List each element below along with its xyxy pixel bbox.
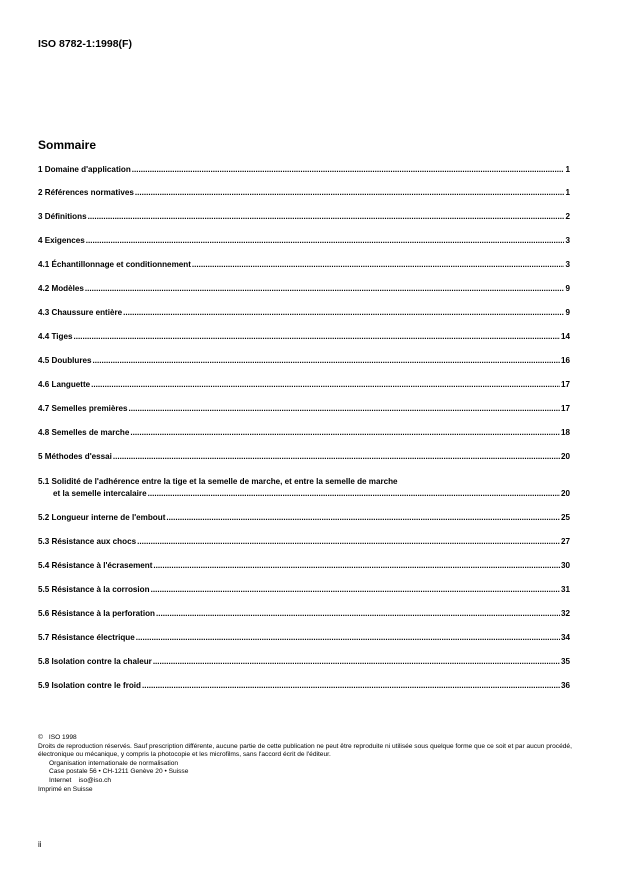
toc-leader-dots <box>86 236 565 246</box>
toc-leader-dots <box>91 380 560 390</box>
toc-entry-page: 14 <box>560 332 570 341</box>
toc-leader-dots <box>153 657 560 667</box>
toc-entry-label: 5.5 Résistance à la corrosion <box>38 585 150 594</box>
rights-statement: Droits de reproduction réservés. Sauf prescription différente, aucune partie de cette publication ne peut être reproduite ni utilisée sous quelque forme que ce soit et par aucun procédé, électronique ou mécanique, y compris la photocopie et les microfilms, sans l'accord écrit de l'éditeur. <box>38 742 572 759</box>
copyright-block <box>38 734 578 794</box>
toc-entry-page: 32 <box>560 609 570 618</box>
toc-entry-page: 34 <box>560 633 570 642</box>
toc-entry-label: 5.4 Résistance à l'écrasement <box>38 561 153 570</box>
toc-entry-label: 5.3 Résistance aux chocs <box>38 537 137 546</box>
toc-entry[interactable] <box>38 236 570 246</box>
toc-entry-page: 1 <box>565 188 570 197</box>
toc-entry-label: 2 Références normatives <box>38 188 134 197</box>
toc-entry-label-continued: et la semelle intercalaire <box>53 489 147 498</box>
toc-leader-dots <box>130 428 560 438</box>
toc-entry[interactable] <box>38 380 570 390</box>
toc-leader-dots <box>137 537 560 547</box>
toc-entry-label: 4.6 Languette <box>38 380 91 389</box>
toc-entry-first-line[interactable]: 5.1 Solidité de l'adhérence entre la tige et la semelle de marche, et entre la semelle de marche <box>38 477 398 486</box>
internet-label: Internet <box>49 776 72 784</box>
toc-entry[interactable] <box>38 657 570 667</box>
toc-entry[interactable] <box>38 609 570 619</box>
toc-entry[interactable] <box>38 332 570 342</box>
toc-entry-page: 35 <box>560 657 570 666</box>
toc-entry-label: 4.1 Échantillonnage et conditionnement <box>38 260 191 269</box>
toc-entry[interactable] <box>38 404 570 414</box>
toc-leader-dots <box>148 489 560 499</box>
toc-leader-dots <box>153 561 560 571</box>
toc-leader-dots <box>192 260 565 270</box>
toc-title: Sommaire <box>38 138 97 152</box>
toc-entry[interactable] <box>38 165 570 175</box>
toc-leader-dots <box>166 513 560 523</box>
toc-entry-page: 3 <box>565 236 570 245</box>
toc-leader-dots <box>136 633 560 643</box>
postal-address: Case postale 56 • CH-1211 Genève 20 • Suisse <box>49 768 189 776</box>
toc-entry-page: 20 <box>560 452 570 461</box>
toc-entry-label: 5.2 Longueur interne de l'embout <box>38 513 166 522</box>
toc-entry-page: 30 <box>560 561 570 570</box>
toc-entry[interactable] <box>38 633 570 643</box>
copyright-symbol: © <box>38 734 43 741</box>
toc-entry-page: 27 <box>560 537 570 546</box>
printed-in: Imprimé en Suisse <box>38 785 93 793</box>
toc-entry-page: 17 <box>560 404 570 413</box>
toc-entry-label: 1 Domaine d'application <box>38 165 131 174</box>
toc-entry-page: 3 <box>565 260 570 269</box>
toc-entry-page: 17 <box>560 380 570 389</box>
toc-entry-page: 31 <box>560 585 570 594</box>
toc-entry-page: 9 <box>565 284 570 293</box>
toc-leader-dots <box>85 284 565 294</box>
toc-entry[interactable] <box>38 260 570 270</box>
toc-entry-label: 5 Méthodes d'essai <box>38 452 112 461</box>
toc-entry-page: 16 <box>560 356 570 365</box>
toc-entry-label: 5.8 Isolation contre la chaleur <box>38 657 152 666</box>
toc-leader-dots <box>113 452 560 462</box>
toc-entry[interactable] <box>38 452 570 462</box>
toc-entry[interactable] <box>38 188 570 198</box>
internet-line <box>38 777 578 786</box>
toc-entry-page: 2 <box>565 212 570 221</box>
copyright-line <box>38 734 578 743</box>
internet-email[interactable]: iso@iso.ch <box>78 776 112 784</box>
toc-entry[interactable] <box>38 308 570 318</box>
toc-leader-dots <box>123 308 564 318</box>
toc-entry[interactable] <box>38 585 570 595</box>
toc-entry-label: 4.4 Tiges <box>38 332 73 341</box>
toc-leader-dots <box>135 188 565 198</box>
toc-entry[interactable] <box>38 561 570 571</box>
toc-entry-label: 4.8 Semelles de marche <box>38 428 130 437</box>
toc-entry-label: 5.6 Résistance à la perforation <box>38 609 155 618</box>
toc-entry-label: 4.2 Modèles <box>38 284 84 293</box>
copyright-text: ISO 1998 <box>48 734 77 741</box>
toc-leader-dots <box>132 165 565 175</box>
toc-entry-page: 36 <box>560 681 570 690</box>
toc-entry-label: 4 Exigences <box>38 236 85 245</box>
toc-entry-label: 3 Définitions <box>38 212 87 221</box>
toc-entry-page: 25 <box>560 513 570 522</box>
toc-entry-label: 4.5 Doublures <box>38 356 92 365</box>
toc-entry[interactable] <box>38 428 570 438</box>
page-number: ii <box>38 840 42 849</box>
toc-entry-label: 4.3 Chaussure entière <box>38 308 123 317</box>
toc-entry-page: 9 <box>565 308 570 317</box>
toc-entry-label: 4.7 Semelles premières <box>38 404 128 413</box>
toc-entry-page: 18 <box>560 428 570 437</box>
toc-entry-label: 5.9 Isolation contre le froid <box>38 681 141 690</box>
toc-entry[interactable] <box>38 356 570 366</box>
toc-leader-dots <box>142 681 560 691</box>
toc-entry[interactable] <box>38 513 570 523</box>
toc-leader-dots <box>93 356 560 366</box>
toc-leader-dots <box>74 332 560 342</box>
toc-leader-dots <box>88 212 565 222</box>
toc-leader-dots <box>129 404 560 414</box>
toc-entry-label: 5.7 Résistance électrique <box>38 633 135 642</box>
toc-entry[interactable] <box>38 489 570 499</box>
toc-leader-dots <box>156 609 560 619</box>
toc-leader-dots <box>151 585 560 595</box>
toc-entry[interactable] <box>38 284 570 294</box>
toc-entry[interactable] <box>38 537 570 547</box>
toc-entry[interactable] <box>38 212 570 222</box>
organization-name: Organisation internationale de normalisation <box>49 759 179 767</box>
toc-entry-page: 20 <box>560 489 570 498</box>
document-id: ISO 8782-1:1998(F) <box>38 38 132 50</box>
toc-entry-page: 1 <box>565 165 570 174</box>
toc-entry[interactable] <box>38 681 570 691</box>
